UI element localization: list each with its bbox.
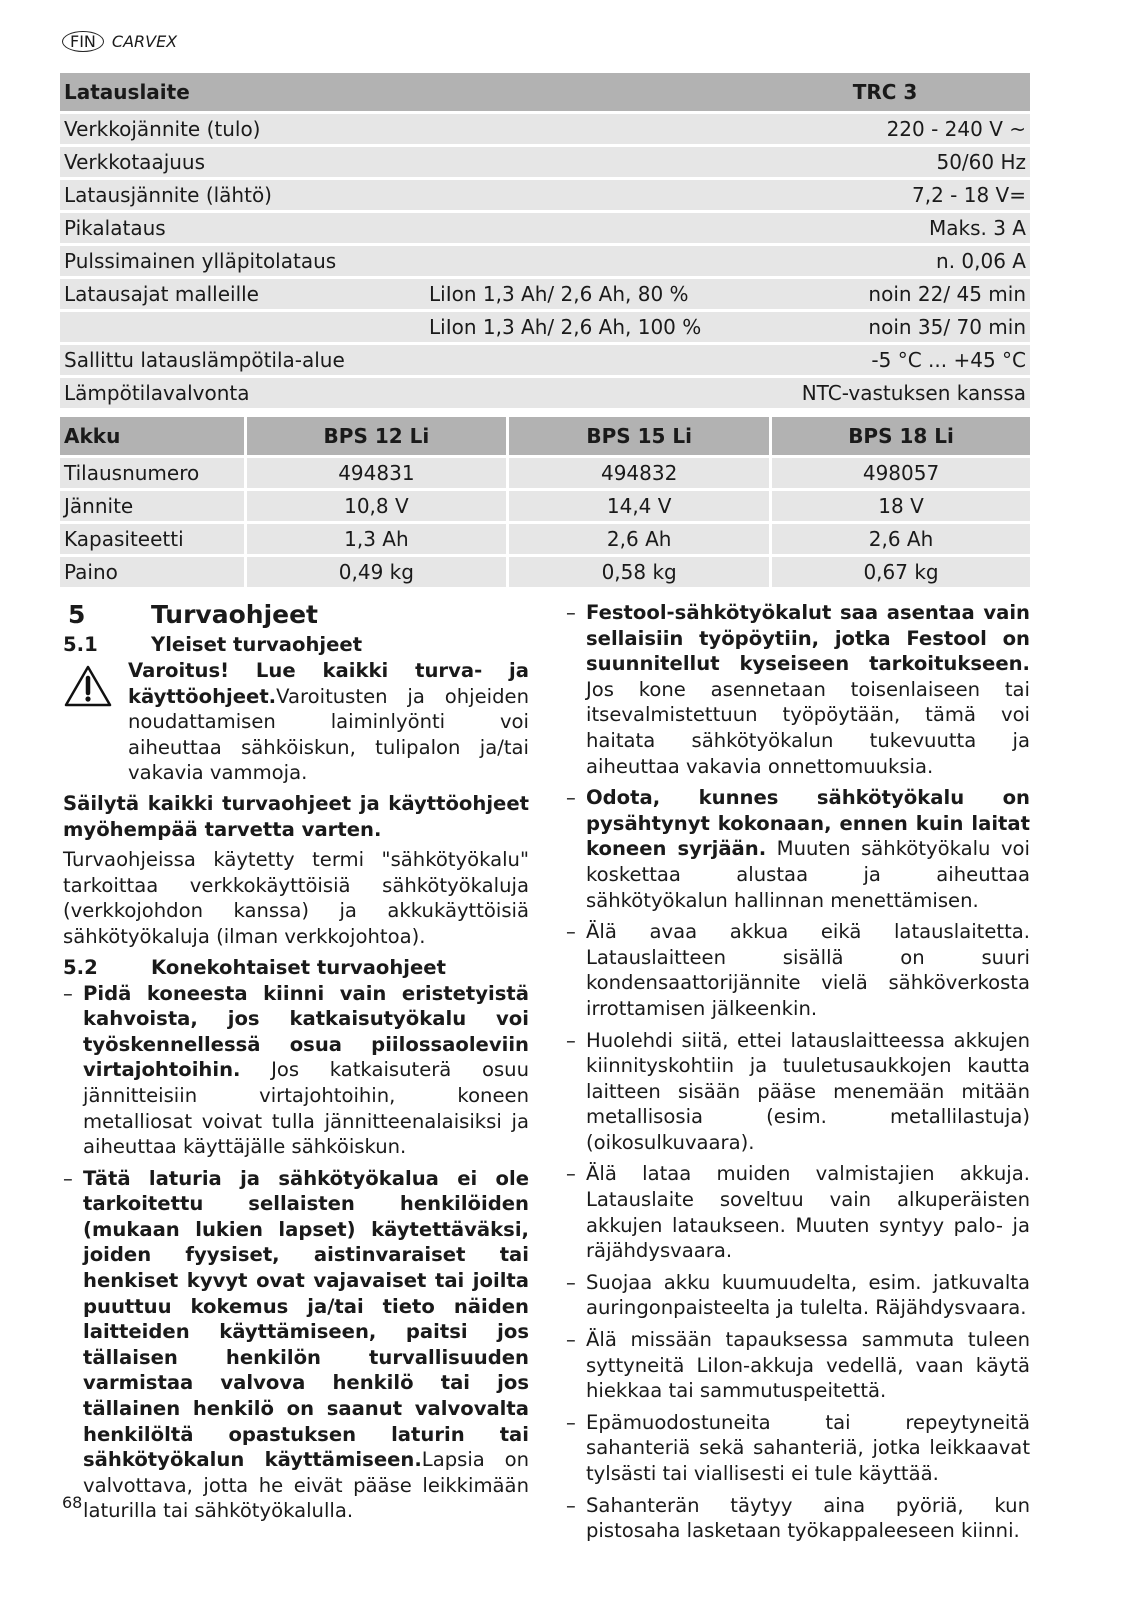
safety-list	[566, 600, 1030, 1544]
spec-label: Verkkojännite (tulo)	[60, 112, 425, 145]
table-row	[60, 178, 1030, 211]
cell-value: 18 V	[771, 489, 1030, 522]
table-row	[60, 522, 1030, 555]
subsection-number: 5.1	[63, 633, 98, 656]
list-item-text: Sahanterän täytyy aina pyöriä, kun pistosaha lasketaan työkappaleeseen kiinni.	[586, 1493, 1030, 1543]
column-header: BPS 12 Li	[245, 417, 508, 456]
charger-model: TRC 3	[740, 73, 1030, 112]
list-item-bold: Festool-sähkötyökalut saa asentaa vain sellaisiin työpöytiin, jotka Festool on suunnitellut kyseiseen tarkoitukseen.	[586, 601, 1030, 676]
spec-condition	[425, 178, 740, 211]
table-header-row	[60, 417, 1030, 456]
table-row	[60, 145, 1030, 178]
cell-value: 1,3 Ah	[245, 522, 508, 555]
spec-value: noin 22/ 45 min	[740, 277, 1030, 310]
spec-label: Latausajat malleille	[60, 277, 425, 310]
list-item	[566, 600, 1030, 779]
list-item-text: Jos katkaisuterä osuu jännitteisiin virtajohtoihin, koneen metalliosat voivat tulla jännitteenalaisiksi ja aiheuttaa käyttäjälle sähköiskun.	[83, 1058, 529, 1159]
list-item-text: Älä lataa muiden valmistajien akkuja. Latauslaite soveltuu vain alkuperäisten akkujen lataukseen. Muuten syntyy palo- ja räjähdysvaara.	[586, 1162, 1030, 1263]
cell-value: 494831	[245, 456, 508, 489]
warning-bold: Varoitus! Lue kaikki turva- ja käyttöohjeet.	[128, 659, 529, 708]
row-label: Paino	[60, 555, 245, 588]
row-label: Jännite	[60, 489, 245, 522]
subsection-title: Konekohtaiset turvaohjeet	[151, 955, 446, 979]
spec-value: -5 °C ... +45 °C	[740, 343, 1030, 376]
list-item	[566, 785, 1030, 913]
warning-paragraph	[63, 658, 529, 786]
cell-value: 10,8 V	[245, 489, 508, 522]
spec-value: n. 0,06 A	[740, 244, 1030, 277]
column-header: BPS 18 Li	[771, 417, 1030, 456]
spec-label	[60, 310, 425, 343]
list-item-text: Muuten sähkötyökalu voi koskettaa alustaa ja aiheuttaa sähkötyökalun hallinnan menettämisen.	[586, 837, 1030, 912]
spec-value: 50/60 Hz	[740, 145, 1030, 178]
list-item	[566, 1270, 1030, 1321]
spec-condition	[425, 112, 740, 145]
cell-value: 498057	[771, 456, 1030, 489]
battery-specs-table	[60, 417, 1030, 590]
spec-label: Sallittu latauslämpötila-alue	[60, 343, 425, 376]
list-item-text: Jos kone asennetaan toisenlaiseen tai itsevalmistettuun työpöytään, tämä voi haitata sähkötyökalun tukevuutta ja aiheuttaa vakavia onnettomuuksia.	[586, 677, 1030, 778]
product-name: CARVEX	[111, 32, 178, 51]
cell-value: 2,6 Ah	[771, 522, 1030, 555]
spec-value: Maks. 3 A	[740, 211, 1030, 244]
subsection-title: Yleiset turvaohjeet	[151, 633, 363, 656]
warning-text: Varoitusten ja ohjeiden noudattamisen laiminlyönti voi aiheuttaa sähköiskun, tulipalon ja/tai vakavia vammoja.	[128, 684, 529, 785]
spec-condition	[425, 211, 740, 244]
table-title: Latauslaite	[60, 73, 740, 112]
table-row	[60, 343, 1030, 376]
section-title: Turvaohjeet	[151, 600, 319, 629]
spec-value: 7,2 - 18 V=	[740, 178, 1030, 211]
list-item	[63, 981, 529, 1160]
spec-condition: LiIon 1,3 Ah/ 2,6 Ah, 100 %	[425, 310, 740, 343]
safety-list	[63, 981, 529, 1524]
list-item	[566, 1410, 1030, 1487]
spec-value: 220 - 240 V ~	[740, 112, 1030, 145]
list-item	[63, 1166, 529, 1524]
table-row	[60, 310, 1030, 343]
subsection-heading	[63, 632, 529, 658]
list-item-bold: Tätä laturia ja sähkötyökalua ei ole tarkoitettu sellaisten henkilöiden (mukaan lukien lapset) käytettäväksi, joiden fyysiset, aistinvaraiset tai henkiset kyvyt ovat vajavaiset tai joilta puuttuu kokemus ja/tai tieto näiden laitteiden käyttämiseen, paitsi jos tällaisen henkilön turvallisuuden varmistaa valvova henkilö tai jos tällainen henkilö on saanut valvovalta henkilöltä opastuksen laturin tai sähkötyökalun käyttämiseen.	[83, 1166, 529, 1472]
list-item-text: Älä avaa akkua eikä latauslaitetta. Latauslaitteen sisällä on suuri kondensaattorijännite vielä sähköverkosta irrottamisen jälkeenkin.	[586, 920, 1030, 1020]
row-label: Kapasiteetti	[60, 522, 245, 555]
table-row	[60, 112, 1030, 145]
page-header	[62, 31, 177, 52]
charger-specs-table	[60, 73, 1030, 411]
list-item-text: Älä missään tapauksessa sammuta tuleen syttyneitä LiIon-akkuja vedellä, vaan käytä hiekkaa tai sammutuspeitettä.	[586, 1328, 1030, 1403]
warning-triangle-icon	[63, 664, 113, 708]
spec-value: NTC-vastuksen kanssa	[740, 376, 1030, 409]
subsection-number: 5.2	[63, 955, 98, 979]
cell-value: 0,58 kg	[508, 555, 771, 588]
cell-value: 0,67 kg	[771, 555, 1030, 588]
left-column	[63, 600, 529, 1530]
keep-instructions: Säilytä kaikki turvaohjeet ja käyttöohjeet myöhempää tarvetta varten.	[63, 791, 529, 841]
language-badge: FIN	[62, 31, 104, 52]
spec-label: Verkkotaajuus	[60, 145, 425, 178]
row-label: Tilausnumero	[60, 456, 245, 489]
cell-value: 14,4 V	[508, 489, 771, 522]
table-row	[60, 211, 1030, 244]
cell-value: 494832	[508, 456, 771, 489]
spec-label: Pulssimainen ylläpitolataus	[60, 244, 425, 277]
spec-condition: LiIon 1,3 Ah/ 2,6 Ah, 80 %	[425, 277, 740, 310]
spec-condition	[425, 145, 740, 178]
list-item	[566, 919, 1030, 1021]
table-header-row	[60, 73, 1030, 112]
table-row	[60, 376, 1030, 409]
column-header: BPS 15 Li	[508, 417, 771, 456]
spec-label: Latausjännite (lähtö)	[60, 178, 425, 211]
list-item	[566, 1028, 1030, 1156]
list-item-text: Huolehdi siitä, ettei latauslaitteessa akkujen kiinnityskohtiin ja tuuletusaukkojen kautta laitteen sisään pääse menemään mitään metallisosia (esim. metallilastuja) (oikosulkuvaara).	[586, 1028, 1030, 1154]
list-item-bold: Pidä koneesta kiinni vain eristetyistä kahvoista, jos katkaisutyökalu voi työskennellessä osua piilossaoleviin virtajohtoihin.	[83, 981, 529, 1082]
cell-value: 0,49 kg	[245, 555, 508, 588]
list-item-text: Suojaa akku kuumuudelta, esim. jatkuvalta auringonpaisteelta ja tulelta. Räjähdysvaara.	[586, 1270, 1030, 1320]
cell-value: 2,6 Ah	[508, 522, 771, 555]
term-definition: Turvaohjeissa käytetty termi "sähkötyökalu" tarkoittaa verkkokäyttöisiä sähkötyökaluja (verkkojohdon kanssa) ja akkukäyttöisiä sähkötyökaluja (ilman verkkojohtoa).	[63, 848, 529, 948]
right-column	[566, 600, 1030, 1550]
spec-label: Lämpötilavalvonta	[60, 376, 425, 409]
spec-label: Pikalataus	[60, 211, 425, 244]
list-item	[566, 1493, 1030, 1544]
section-heading	[63, 600, 529, 630]
table-row	[60, 456, 1030, 489]
spec-condition	[425, 244, 740, 277]
spec-condition	[425, 376, 740, 409]
table-row	[60, 489, 1030, 522]
list-item-bold: Odota, kunnes sähkötyökalu on pysähtynyt kokonaan, ennen kuin laitat koneen syrjään.	[586, 786, 1030, 861]
list-item	[566, 1161, 1030, 1263]
table-row	[60, 244, 1030, 277]
list-item-text: Epämuodostuneita tai repeytyneitä sahanteriä sekä sahanteriä, jotka leikkaavat tylsästi tai viallisesti ei tule käyttää.	[586, 1410, 1030, 1485]
subsection-heading	[63, 955, 529, 981]
spec-value: noin 35/ 70 min	[740, 310, 1030, 343]
list-item-text: Lapsia on valvottava, jotta he eivät pääse leikkimään laturilla tai sähkötyökalulla.	[83, 1448, 530, 1523]
page-number: 68	[62, 1493, 83, 1512]
column-header: Akku	[60, 417, 245, 456]
spec-condition	[425, 343, 740, 376]
list-item	[566, 1327, 1030, 1404]
table-row	[60, 277, 1030, 310]
section-number: 5	[68, 600, 86, 629]
table-row	[60, 555, 1030, 588]
